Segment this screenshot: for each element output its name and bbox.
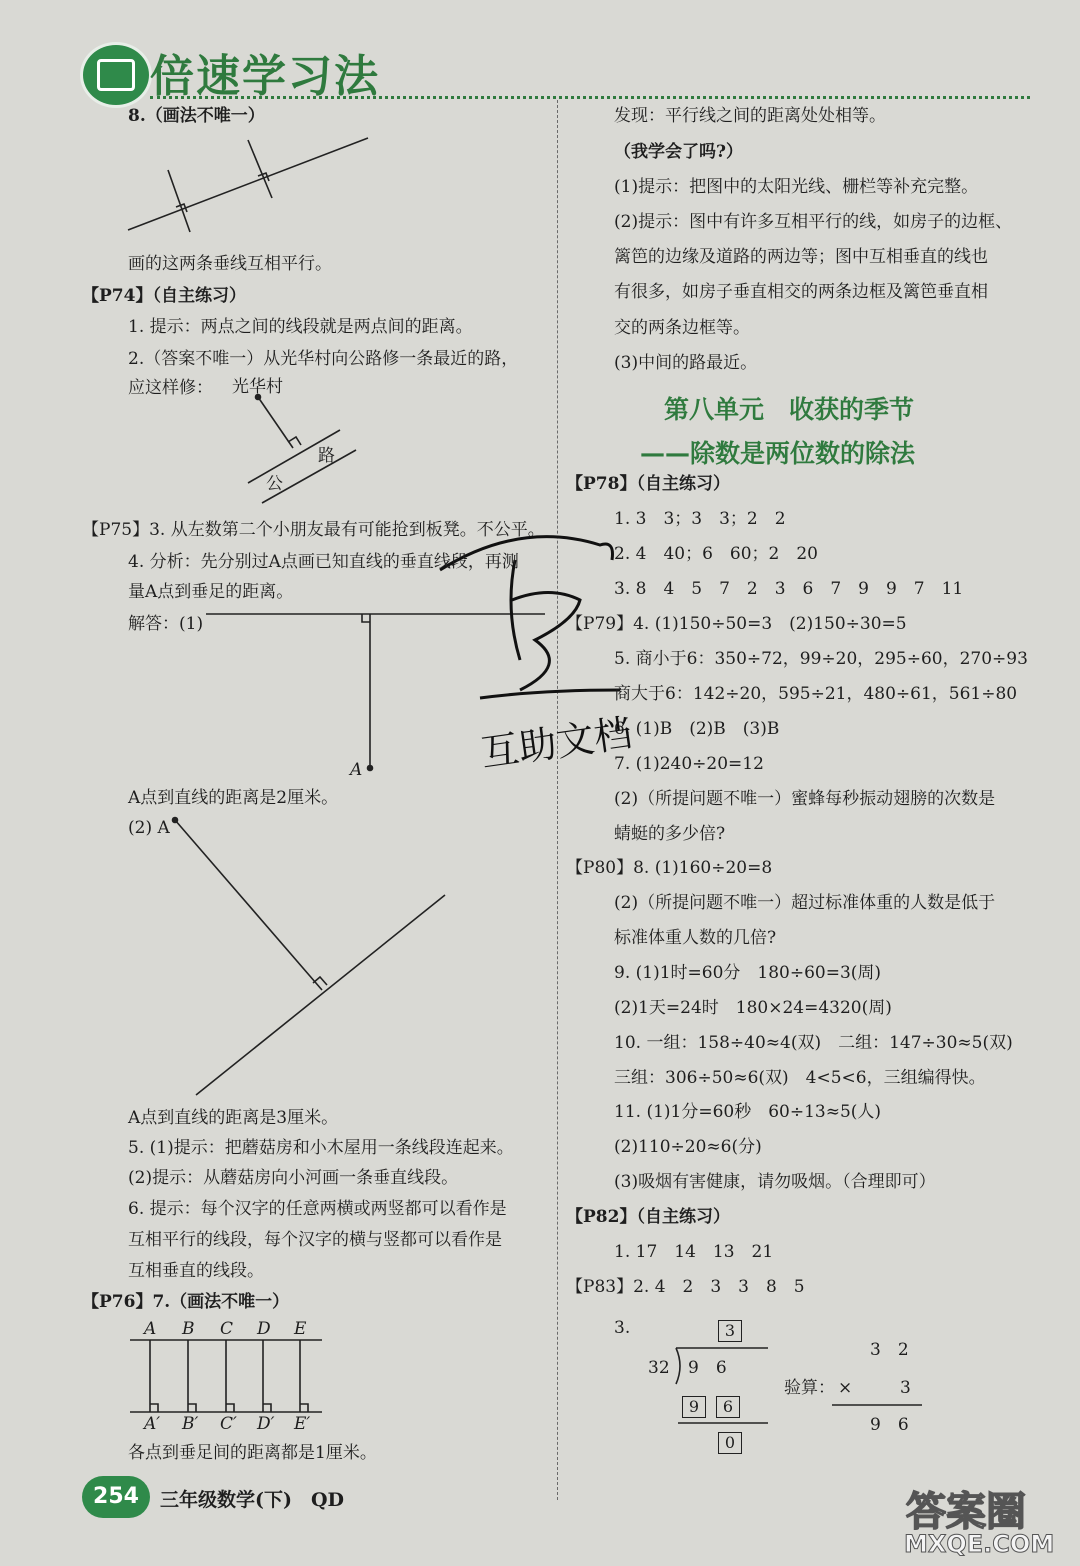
p78-item2: 2. 4 40；6 60；2 20 (614, 544, 818, 564)
label-gong: 公 (266, 474, 283, 494)
q8-note: 画的这两条垂线互相平行。 (128, 254, 332, 274)
p74-item1: 1. 提示：两点之间的线段就是两点间的距离。 (128, 317, 473, 337)
distance-2: A点到直线的距离是3厘米。 (128, 1108, 339, 1128)
label-village: 光华村 (232, 377, 283, 397)
p78-item1: 1. 3 3；3 3；2 2 (614, 509, 786, 529)
q6-line: 6. (1)B (2)B (3)B (614, 719, 780, 739)
p78-tag: 【P78】（自主练习） (566, 474, 730, 494)
q6-c: 互相垂直的线段。 (128, 1261, 264, 1281)
unit-subtitle: ——除数是两位数的除法 (640, 439, 916, 468)
letter-bottom-E: E′ (294, 1414, 311, 1434)
divisor: 32 (648, 1358, 670, 1378)
quotient-box: 3 (718, 1320, 742, 1342)
letter-top-B: B (182, 1319, 195, 1339)
page-number: 254 (82, 1476, 150, 1518)
p83-item2: 【P83】2. 4 2 3 3 8 5 (566, 1277, 805, 1297)
q8-figure (128, 138, 368, 232)
letter-bottom-D: D′ (257, 1414, 275, 1434)
q10-line2: 三组：306÷50≈6(双) 4<5<6，三组编得快。 (614, 1068, 986, 1088)
letter-top-C: C (220, 1319, 234, 1339)
q7-line1: 7. (1)240÷20=12 (614, 754, 764, 774)
header-title: 倍速学习法 (150, 51, 380, 102)
dividend: 9 6 (688, 1358, 727, 1378)
check-times: × (838, 1378, 853, 1398)
p76-item7: 【P76】7.（画法不唯一） (82, 1292, 290, 1312)
right-line-8: (3)中间的路最近。 (614, 353, 758, 373)
p82-item1: 1. 17 14 13 21 (614, 1242, 774, 1262)
p80-item8: 【P80】8. (1)160÷20=8 (566, 858, 773, 878)
p75-item4c: 解答：(1) (128, 614, 204, 634)
p75-item4d: (2) A (128, 818, 170, 838)
right-line-4: (2)提示：图中有许多互相平行的线，如房子的边框、 (614, 212, 1013, 232)
q3-label: 3. (614, 1318, 631, 1338)
q5-b: (2)提示：从蘑菇房向小河画一条垂直线段。 (128, 1168, 459, 1188)
q8-heading: 8.（画法不唯一） (128, 106, 265, 126)
q6-a: 6. 提示：每个汉字的任意两横或两竖都可以看作是 (128, 1199, 507, 1219)
p74-tag: 【P74】（自主练习） (82, 286, 246, 306)
q7-line2: (2)（所提问题不唯一）蜜蜂每秒振动翅膀的次数是 (614, 789, 996, 809)
right-line-1: 发现：平行线之间的距离处处相等。 (614, 106, 886, 126)
check-result: 9 6 (870, 1415, 909, 1435)
p75-item4b: 量A点到垂足的距离。 (128, 582, 294, 602)
footer-title: 三年级数学(下) QD (160, 1489, 345, 1511)
q7-note: 各点到垂足间的距离都是1厘米。 (128, 1443, 377, 1463)
letter-bottom-A: A′ (144, 1414, 161, 1434)
check-label: 验算： (784, 1378, 835, 1398)
product-box-2: 6 (716, 1396, 740, 1418)
road-figure (248, 395, 356, 504)
right-line-3: (1)提示：把图中的太阳光线、栅栏等补充完整。 (614, 177, 979, 197)
q9-line2: (2)1天=24时 180×24=4320(周) (614, 998, 892, 1018)
distance-1: A点到直线的距离是2厘米。 (128, 788, 339, 808)
p82-tag: 【P82】（自主练习） (566, 1207, 730, 1227)
remainder-box: 0 (718, 1432, 742, 1454)
right-line-6: 有很多，如房子垂直相交的两条边框及篱笆垂直相 (614, 282, 988, 302)
q5-line2: 商大于6：142÷20，595÷21，480÷61，561÷80 (614, 684, 1018, 704)
perp-figure-2 (173, 818, 446, 1096)
url-watermark: MXQE.COM (904, 1530, 1055, 1558)
p74-item2b: 应这样修： (128, 378, 213, 398)
check-mid: 3 (900, 1378, 911, 1398)
p78-item3: 3. 8 4 5 7 2 3 6 7 9 9 7 11 (614, 579, 964, 599)
handwritten-watermark: 互助文档 (478, 710, 635, 776)
right-line-2: （我学会了吗?） (614, 142, 743, 162)
label-A1: A (350, 760, 363, 780)
letter-bottom-C: C′ (220, 1414, 237, 1434)
p75-item3: 【P75】3. 从左数第二个小朋友最有可能抢到板凳。不公平。 (82, 520, 545, 540)
letter-top-E: E (294, 1319, 307, 1339)
right-line-5: 篱笆的边缘及道路的两边等；图中互相垂直的线也 (614, 247, 988, 267)
parallel-figure (130, 1340, 322, 1412)
p74-item2a: 2.（答案不唯一）从光华村向公路修一条最近的路， (128, 349, 519, 369)
p75-item4a: 4. 分析：先分别过A点画已知直线的垂直线段，再测 (128, 552, 519, 572)
q6-b: 互相平行的线段，每个汉字的横与竖都可以看作是 (128, 1230, 502, 1250)
q10-line1: 10. 一组：158÷40≈4(双) 二组：147÷30≈5(双) (614, 1033, 1013, 1053)
letter-bottom-B: B′ (182, 1414, 199, 1434)
q7-line3: 蜻蜓的多少倍? (614, 824, 726, 844)
p79-item4: 【P79】4. (1)150÷50=3 (2)150÷30=5 (566, 614, 907, 634)
q9-line1: 9. (1)1时=60分 180÷60=3(周) (614, 963, 882, 983)
product-box-1: 9 (682, 1396, 706, 1418)
q8-line2: (2)（所提问题不唯一）超过标准体重的人数是低于 (614, 893, 996, 913)
q11-line1: 11. (1)1分=60秒 60÷13≈5(人) (614, 1102, 882, 1122)
q11-line3: (3)吸烟有害健康，请勿吸烟。（合理即可） (614, 1172, 936, 1192)
check-top: 3 2 (870, 1340, 909, 1360)
letter-top-A: A (144, 1319, 157, 1339)
brand-watermark: 答案圈 (906, 1489, 1026, 1535)
letter-top-D: D (257, 1319, 271, 1339)
q5-a: 5. (1)提示：把蘑菇房和小木屋用一条线段连起来。 (128, 1138, 514, 1158)
q11-line2: (2)110÷20≈6(分) (614, 1137, 762, 1157)
q5-line1: 5. 商小于6：350÷72，99÷20，295÷60，270÷93 (614, 649, 1028, 669)
label-lu: 路 (318, 446, 335, 466)
unit-title: 第八单元 收获的季节 (664, 395, 915, 424)
q8-line3: 标准体重人数的几倍? (614, 928, 777, 948)
right-line-7: 交的两条边框等。 (614, 318, 750, 338)
